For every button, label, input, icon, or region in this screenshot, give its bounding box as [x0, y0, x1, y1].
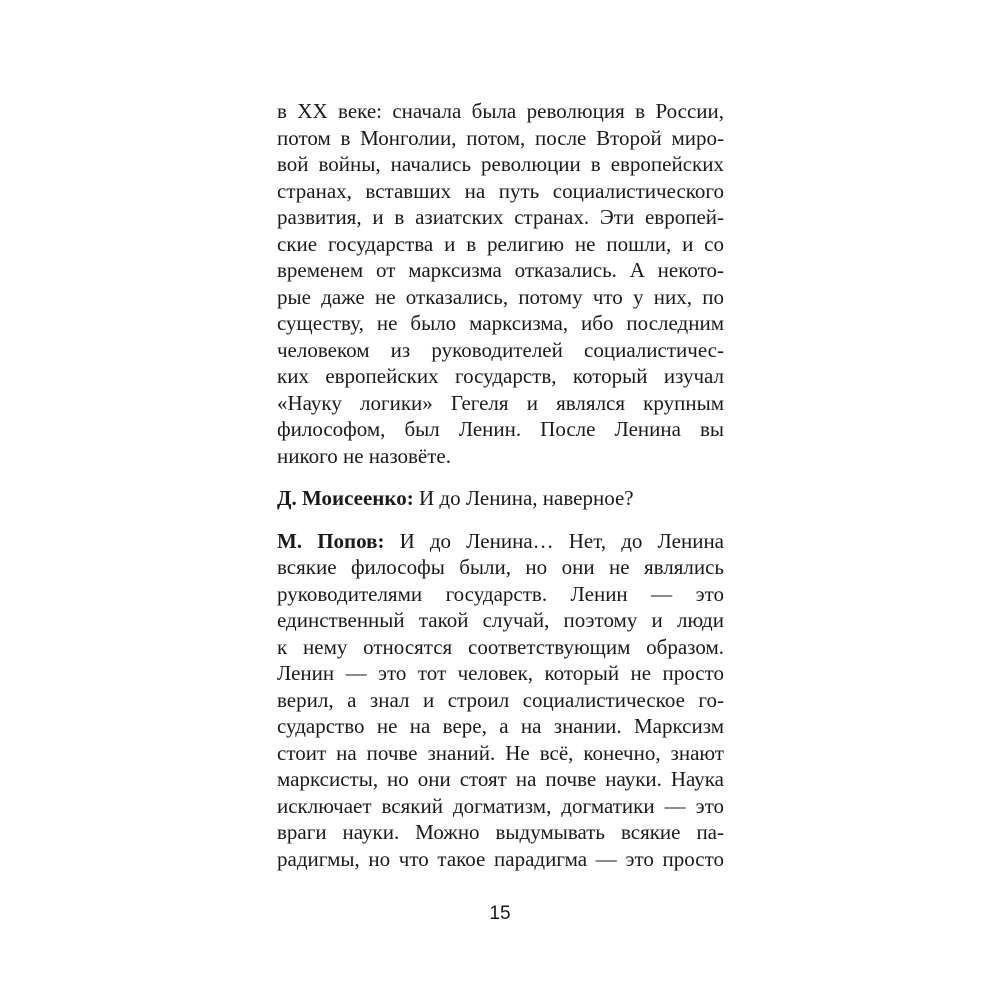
text-line: развития, и в азиатских странах. Эти европей-: [277, 205, 724, 229]
text-line: вой войны, начались революции в европейских: [277, 152, 724, 176]
paragraph: [277, 485, 724, 512]
text-line: к нему относятся соответствующим образом.: [277, 634, 724, 659]
text-line: сударство не на вере, а на знании. Марксизм: [277, 714, 724, 738]
text-line: руководителями государств. Ленин — это: [277, 581, 724, 606]
speaker-name: Д. Моисеенко:: [277, 486, 414, 510]
text-line: радигмы, но что такое парадигма — это просто: [277, 846, 724, 871]
text-line: стоит на почве знаний. Не всё, конечно, знают: [277, 740, 724, 765]
text-line: единственный такой случай, поэтому и люди: [277, 608, 724, 632]
text-line: верил, а знал и строил социалистическое го-: [277, 687, 724, 712]
paragraph-gap: [277, 469, 724, 485]
text-line: «Науку логики» Гегеля и являлся крупным: [277, 390, 724, 415]
speaker-name: М. Попов:: [277, 528, 385, 553]
text-line: философом, был Ленин. После Ленина вы: [277, 417, 724, 441]
text-line: Ленин — это тот человек, который не просто: [277, 661, 724, 685]
text-line: существу, не было марксизма, ибо последним: [277, 311, 724, 335]
paragraph-gap: [277, 512, 724, 528]
text-line: всякие философы были, но они не являлись: [277, 555, 724, 579]
paragraph: [277, 98, 724, 469]
text-line: враги науки. Можно выдумывать всякие па-: [277, 820, 724, 844]
text-line: человеком из руководителей социалистичес-: [277, 337, 724, 362]
paragraph: [277, 528, 724, 873]
text-line: рые даже не отказались, потому что у них, по: [277, 284, 724, 309]
text-line: в XX веке: сначала была революция в России,: [277, 99, 724, 123]
text-line: ких европейских государств, который изучал: [277, 364, 724, 388]
speech-text: И до Ленина… Нет, до Ленина: [384, 528, 724, 553]
text-line: никого не назовёте.: [277, 443, 451, 468]
text-line: [277, 485, 724, 512]
text-line: ские государства и в религию не пошли, и со: [277, 231, 724, 256]
page-number: 15: [489, 903, 511, 924]
text-line: странах, вставших на путь социалистического: [277, 178, 724, 203]
page-body: [277, 98, 724, 872]
text-line: исключает всякий догматизм, догматики — это: [277, 793, 724, 818]
text-line: временем от марксизма отказались. А некото-: [277, 258, 724, 282]
text-line: потом в Монголии, потом, после Второй миро-: [277, 125, 724, 150]
speech-text: И до Ленина, наверное?: [413, 486, 634, 510]
text-line: марксисты, но они стоят на почве науки. Наука: [277, 767, 724, 791]
text-line: [277, 528, 724, 555]
